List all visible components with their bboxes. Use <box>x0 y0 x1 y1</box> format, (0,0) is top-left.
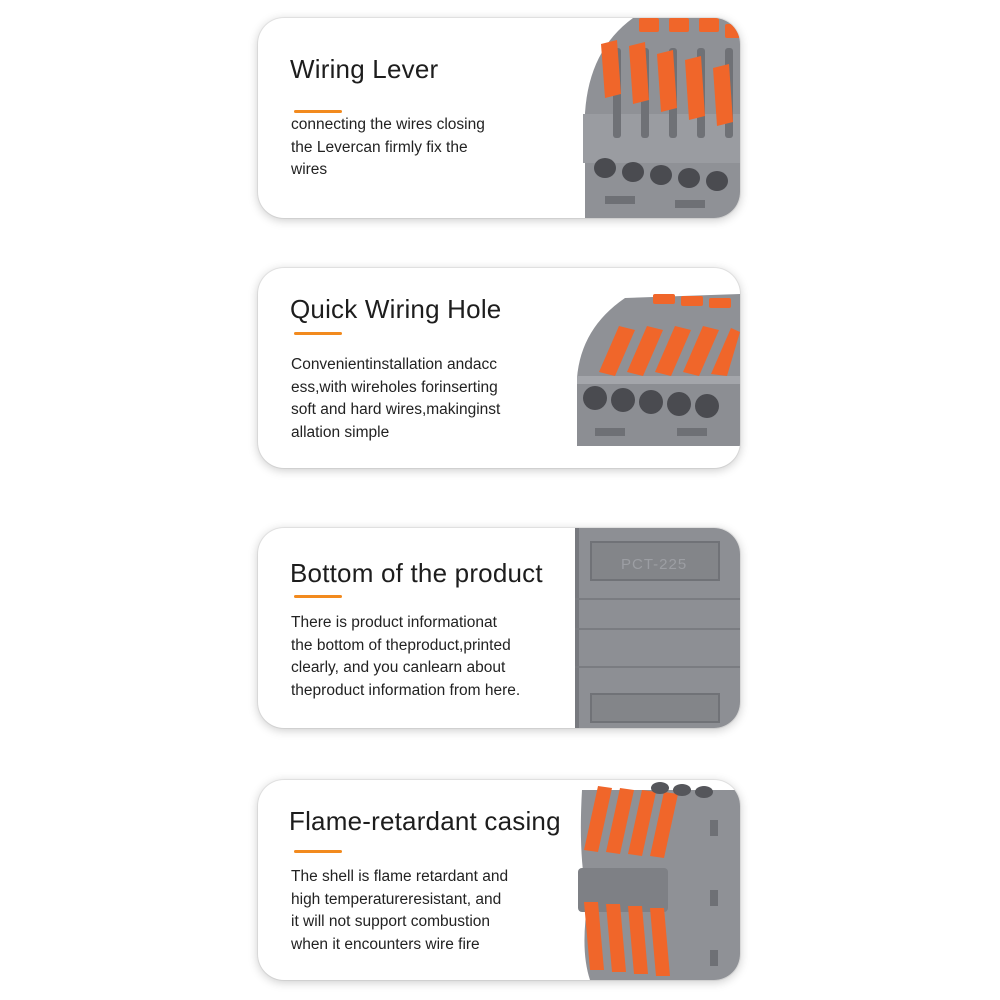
lever-connector-icon <box>565 18 740 218</box>
feature-title: Bottom of the product <box>290 558 543 588</box>
title-accent-line <box>294 595 342 598</box>
feature-card-quick-wiring-hole <box>258 268 740 468</box>
title-accent-line <box>294 850 342 853</box>
feature-title: Wiring Lever <box>290 54 439 84</box>
wiring-hole-connector-icon <box>565 268 740 468</box>
feature-description: There is product informationat the bottom of theproduct,printed clearly, and you canlearn about theproduct information from here. <box>291 614 521 699</box>
feature-description: connecting the wires closing the Levercan firmly fix the wires <box>291 116 485 178</box>
feature-title: Flame-retardant casing <box>289 806 561 836</box>
feature-card-wiring-lever <box>258 18 740 218</box>
engraving-label: PCT-225 <box>621 556 688 573</box>
feature-title: Quick Wiring Hole <box>290 294 502 324</box>
flame-retardant-connector-icon <box>570 780 740 980</box>
product-bottom-icon <box>575 528 740 728</box>
feature-card-bottom-of-product <box>258 528 740 728</box>
feature-description: The shell is flame retardant and high temperatureresistant, and it will not support combustion when it encounters wire fire <box>291 868 509 953</box>
title-accent-line <box>294 332 342 335</box>
feature-card-flame-retardant <box>258 780 740 980</box>
title-accent-line <box>294 110 342 113</box>
feature-description: Convenientinstallation andacc ess,with wireholes forinserting soft and hard wires,makinginst allation simple <box>291 356 501 441</box>
